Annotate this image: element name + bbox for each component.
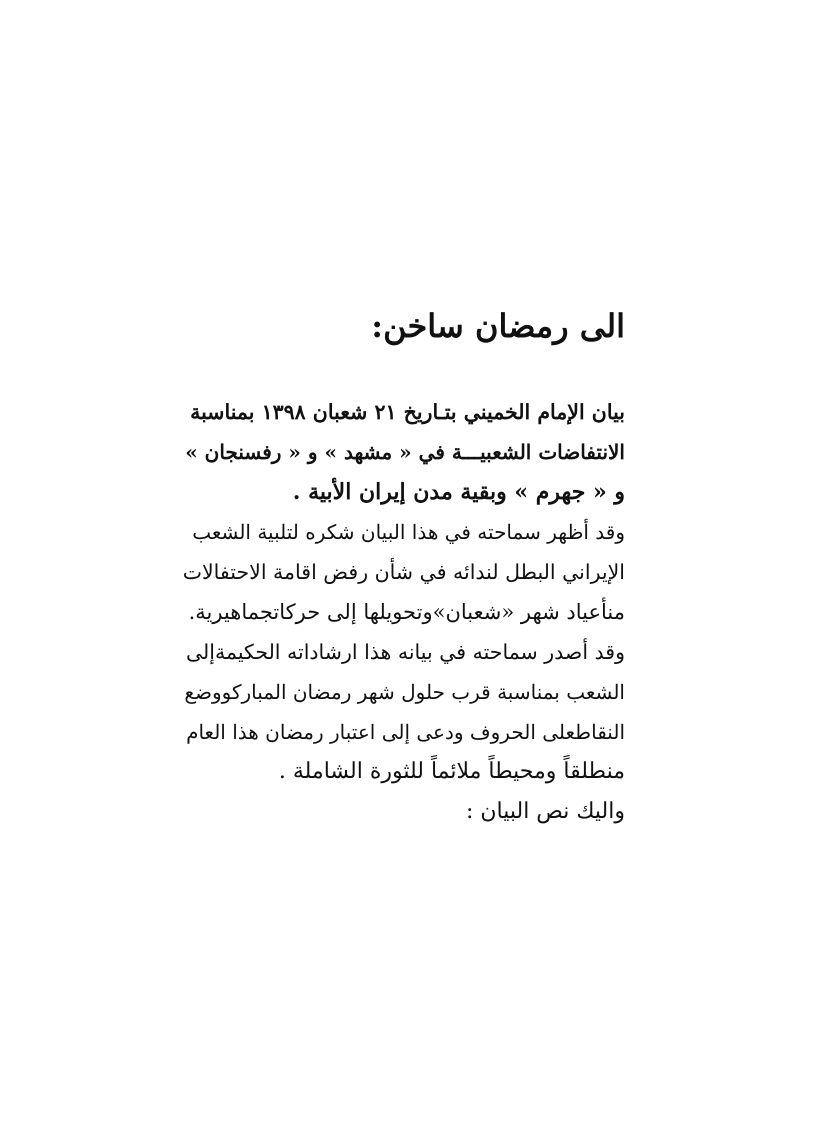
text-line: الإيراني البطل لندائه في شأن رفض اقامة الاحتفالات bbox=[183, 560, 625, 584]
page-title: الى رمضان ساخن: bbox=[371, 307, 625, 345]
text-line: الشعب بمناسبة قرب حلول شهر رمضان المباركووضع bbox=[184, 680, 625, 704]
text-line: النقاطعلى الحروف ودعى إلى اعتبار رمضان هذا العام bbox=[186, 720, 625, 744]
text-line: منأعياد شهر «شعبان»وتحويلها إلى حركاتجماهيرية. bbox=[188, 600, 625, 624]
text-line: و « جهرم » وبقية مدن إيران الأبية . bbox=[292, 479, 625, 505]
text-line: بيان الإمام الخميني بتـاريخ ٢١ شعبان ١٣٩٨ بمناسبة bbox=[190, 400, 625, 424]
text-line: واليك نص البيان : bbox=[465, 799, 625, 824]
text-line: وقد أصدر سماحته في بيانه هذا ارشاداته الحكيمةإلى bbox=[185, 640, 625, 664]
text-line: وقد أظهر سماحته في هذا البيان شكره لتلبية الشعب bbox=[192, 520, 625, 544]
text-line: الانتفاضات الشعبيـــة في « مشهد » و « رفسنجان » bbox=[185, 440, 625, 464]
body-text bbox=[183, 392, 625, 832]
text-line: منطلقاً ومحيطاً ملائماً للثورة الشاملة . bbox=[278, 759, 625, 784]
